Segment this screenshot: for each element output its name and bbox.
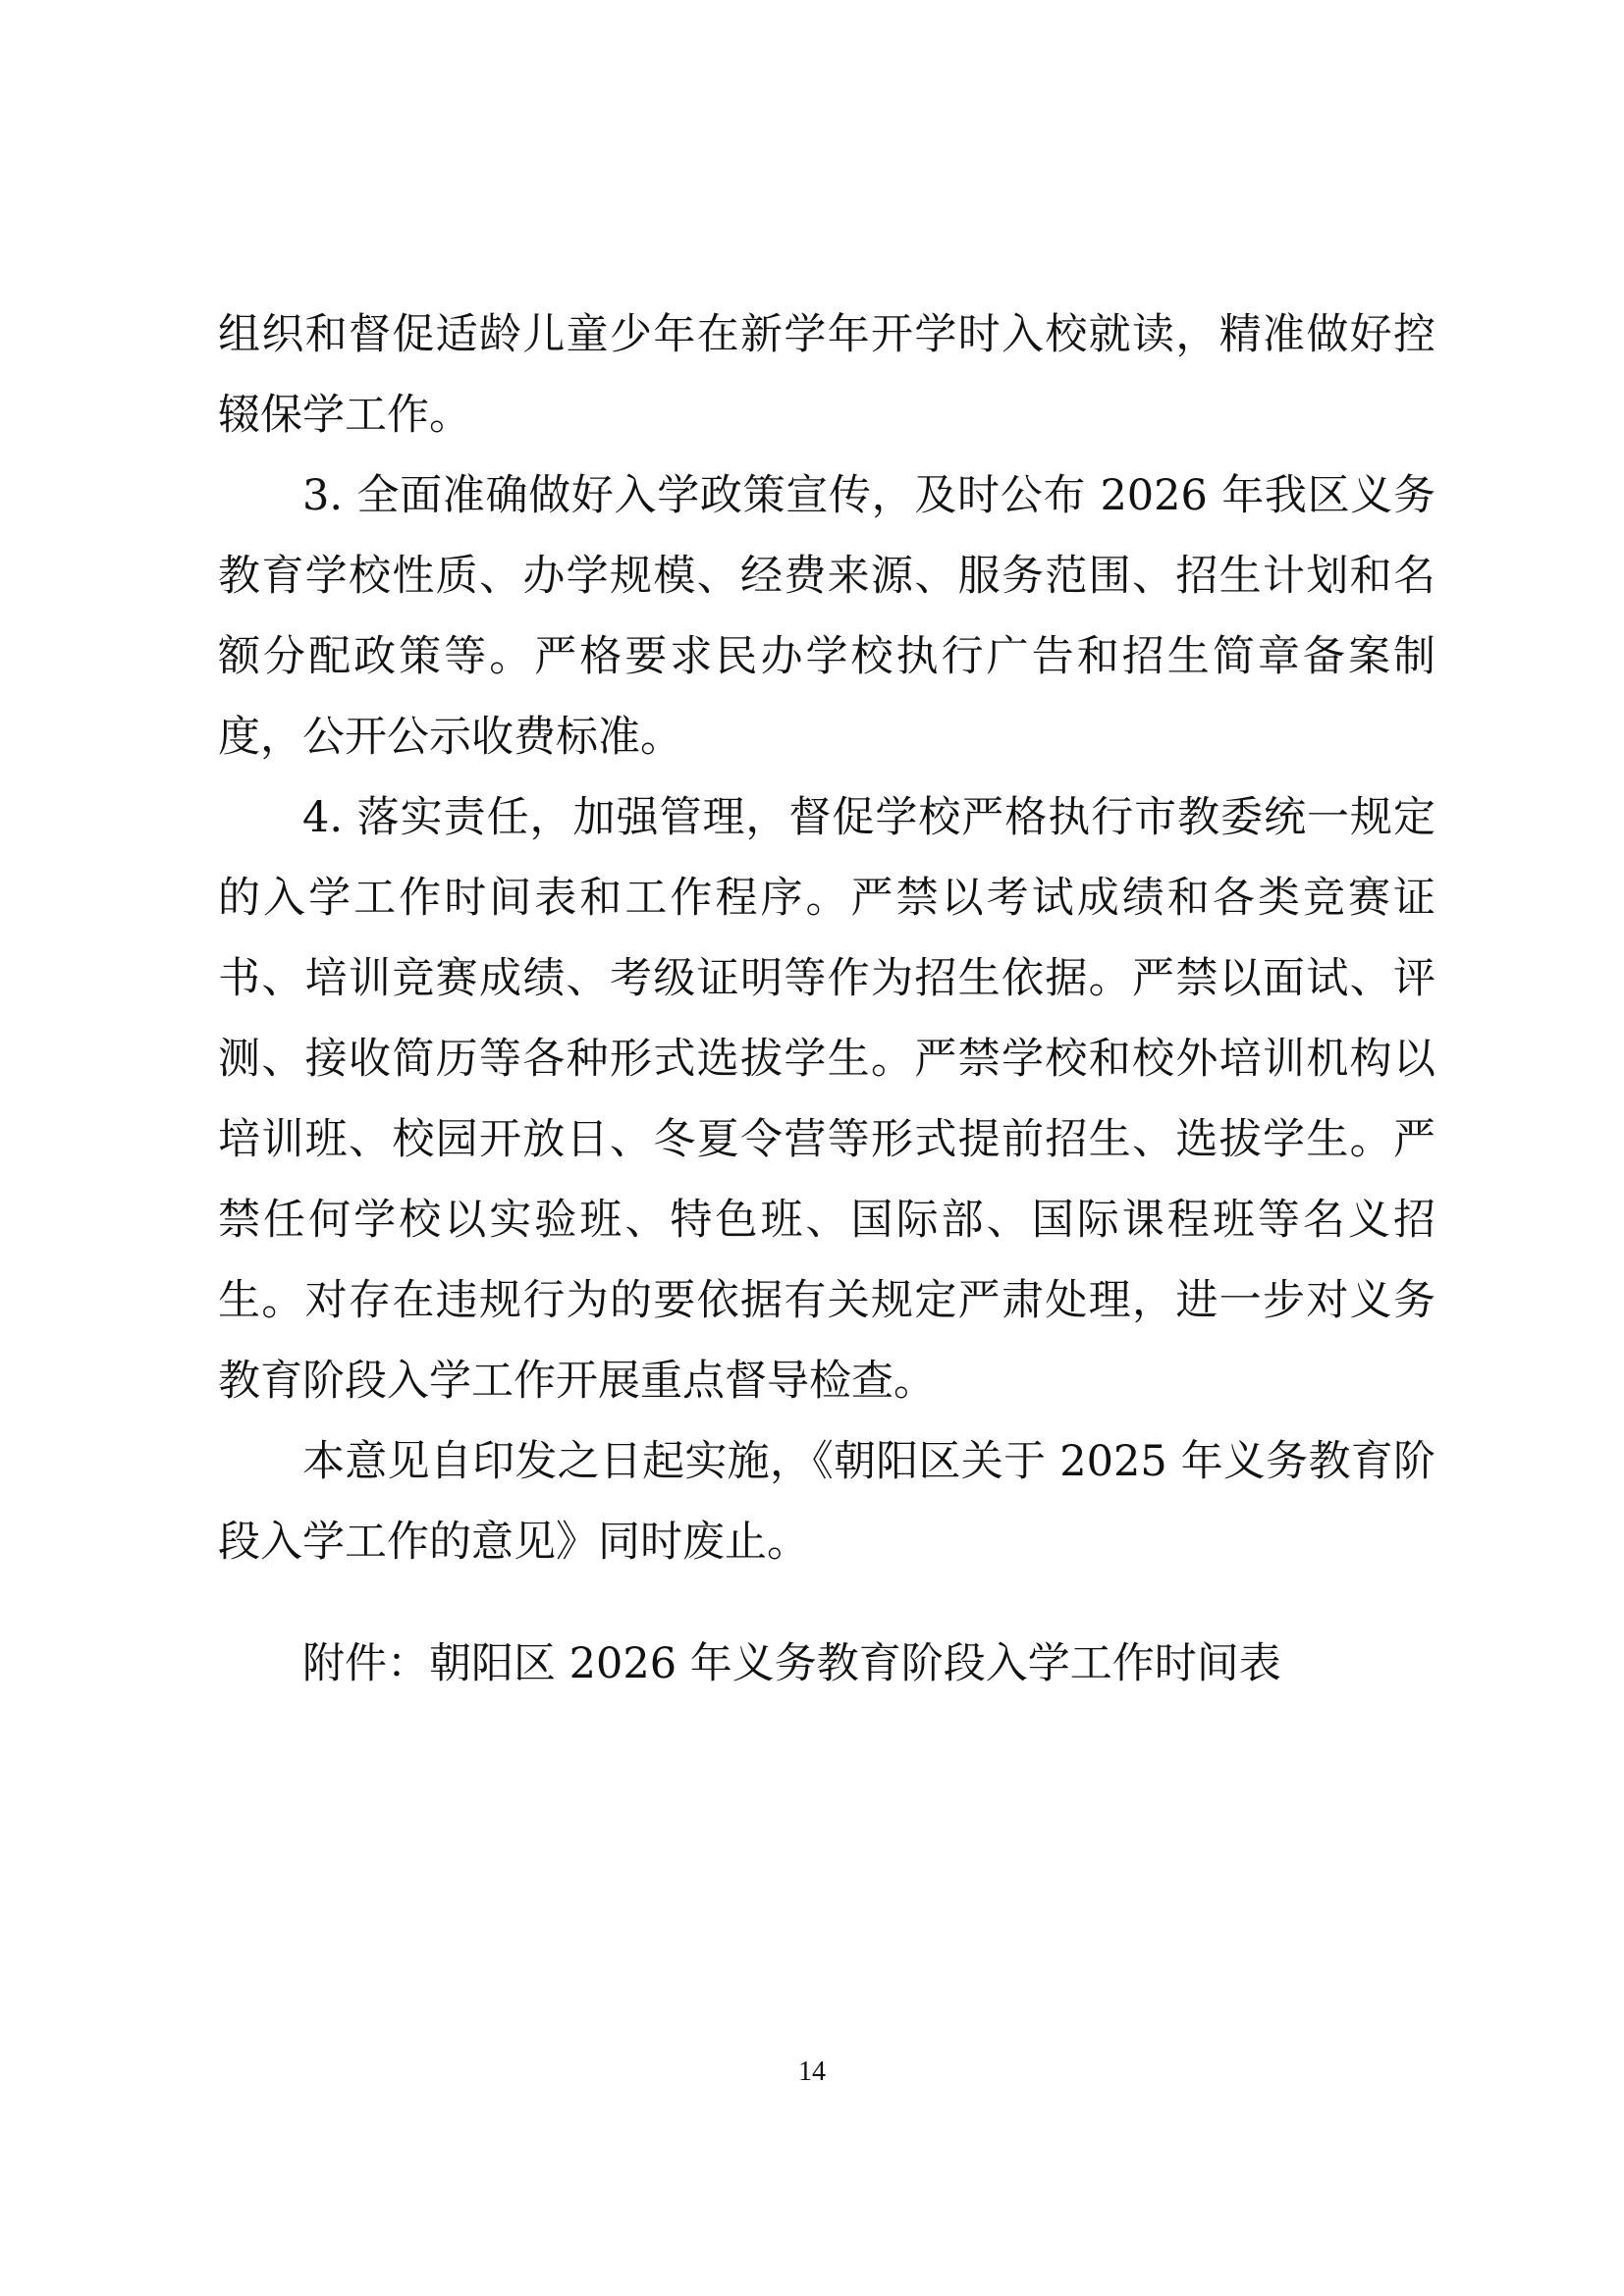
paragraph-item-3: 3. 全面准确做好入学政策宣传，及时公布 2026 年我区义务教育学校性质、办学规模、经费来源、服务范围、招生计划和名额分配政策等。严格要求民办学校执行广告和招生简章备案制度，公开公示收费标准。 (218, 471, 1435, 762)
document-body (218, 294, 1435, 1704)
paragraph-item-4: 4. 落实责任，加强管理，督促学校严格执行市教委统一规定的入学工作时间表和工作程序。严禁以考试成绩和各类竞赛证书、培训竞赛成绩、考级证明等作为招生依据。严禁以面试、评测、接收简历等各种形式选拔学生。严禁学校和校外培训机构以培训班、校园开放日、冬夏令营等形式提前招生、选拔学生。严禁任何学校以实验班、特色班、国际部、国际课程班等名义招生。对存在违规行为的要依据有关规定严肃处理，进一步对义务教育阶段入学工作开展重点督导检查。 (218, 793, 1435, 1406)
paragraph-continuation: 组织和督促适龄儿童少年在新学年开学时入校就读，精准做好控辍保学工作。 (218, 310, 1435, 440)
paragraph-effective-date: 本意见自印发之日起实施，《朝阳区关于 2025 年义务教育阶段入学工作的意见》同时废止。 (218, 1437, 1435, 1567)
attachment-line: 附件：朝阳区 2026 年义务教育阶段入学工作时间表 (302, 1639, 1281, 1688)
page-number: 14 (798, 2056, 826, 2087)
